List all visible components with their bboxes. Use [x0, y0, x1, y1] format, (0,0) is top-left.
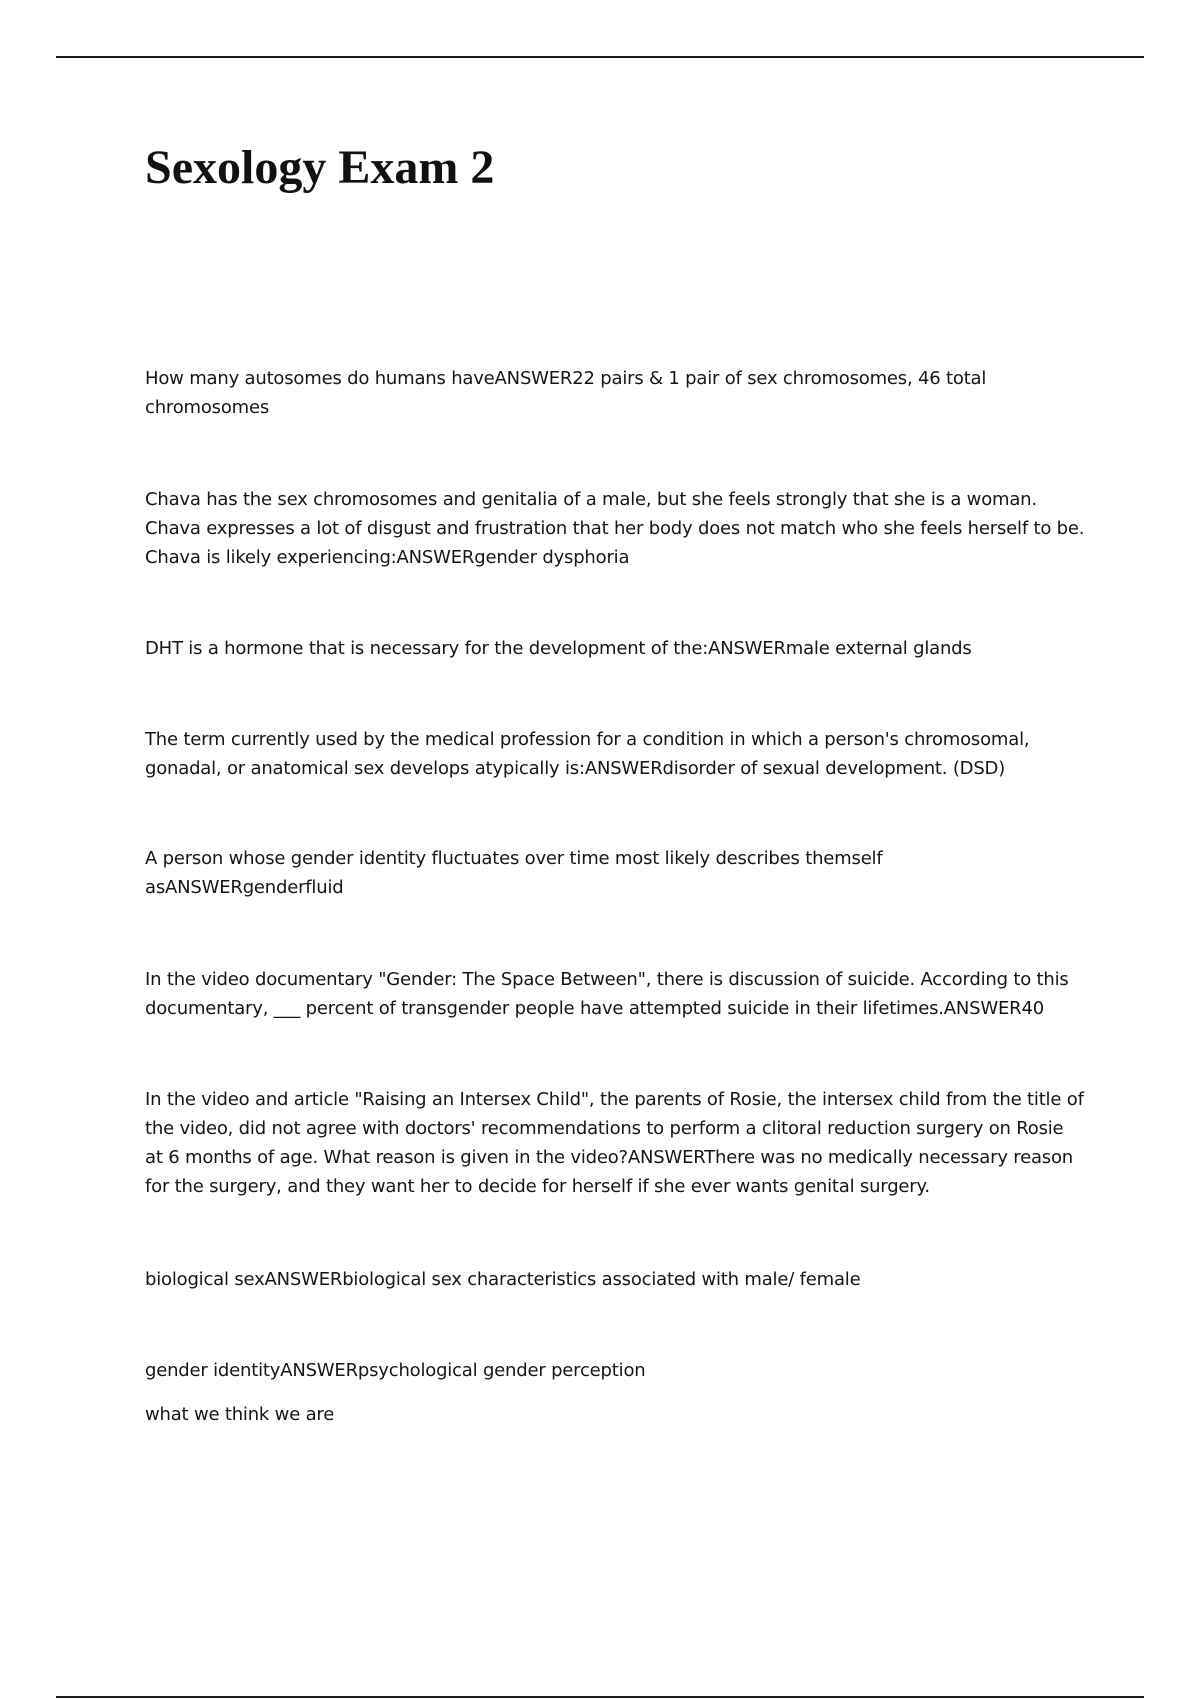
- qa-entry-8: biological sexANSWERbiological sex characteristics associated with male/ female: [145, 1269, 861, 1290]
- qa-entry-6: In the video documentary "Gender: The Space Between", there is discussion of suicide. According to this documentary, ___ percent of transgender people have attempted suicide in their lifetimes.ANSWER40: [145, 969, 1069, 1019]
- qa-entry-5: A person whose gender identity fluctuates over time most likely describes themself asANSWERgenderfluid: [145, 848, 883, 898]
- bottom-rule: [56, 1696, 1144, 1698]
- document-title: Sexology Exam 2: [145, 141, 495, 194]
- top-rule: [56, 56, 1144, 58]
- qa-entry-2: Chava has the sex chromosomes and genitalia of a male, but she feels strongly that she is a woman. Chava expresses a lot of disgust and frustration that her body does not match who she feels herself to be. Chava is likely experiencing:ANSWERgender dysphoria: [145, 489, 1085, 568]
- qa-entry-7: In the video and article "Raising an Intersex Child", the parents of Rosie, the intersex child from the title of the video, did not agree with doctors' recommendations to perform a clitoral reduction surgery on Rosie at 6 months of age. What reason is given in the video?ANSWERThere was no medically necessary reason for the surgery, and they want her to decide for herself if she ever wants genital surgery.: [145, 1089, 1084, 1197]
- qa-entry-3: DHT is a hormone that is necessary for the development of the:ANSWERmale external glands: [145, 638, 972, 659]
- qa-entry-4: The term currently used by the medical profession for a condition in which a person's chromosomal, gonadal, or anatomical sex develops atypically is:ANSWERdisorder of sexual development. (DSD): [145, 729, 1030, 779]
- qa-entry-10: what we think we are: [145, 1404, 335, 1425]
- qa-entry-1: How many autosomes do humans haveANSWER22 pairs & 1 pair of sex chromosomes, 46 total chromosomes: [145, 368, 987, 418]
- qa-entry-9: gender identityANSWERpsychological gender perception: [145, 1360, 646, 1381]
